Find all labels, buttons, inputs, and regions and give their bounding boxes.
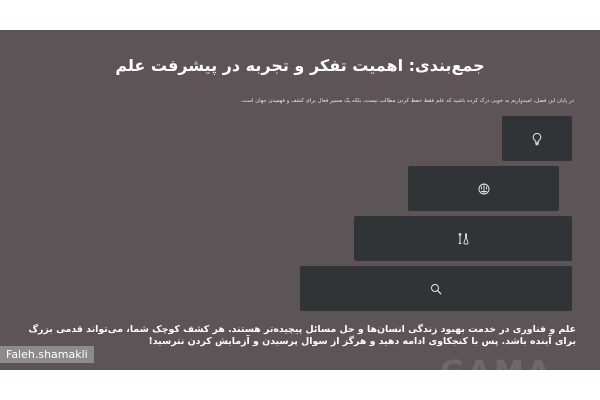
step-4-box bbox=[300, 266, 572, 311]
step-1-box bbox=[502, 116, 572, 161]
step-3-box bbox=[354, 216, 572, 261]
experiment-icon bbox=[456, 232, 470, 246]
lightbulb-icon bbox=[530, 132, 544, 146]
brain-icon bbox=[477, 182, 491, 196]
slide-conclusion: علم و فناوری در خدمت بهبود زندگی انسان‌ها و حل مسائل پیچیده‌تر هستند. هر کشف کوچک شما، می‌تواند قدمی بزرگ برای آینده باشد. پس با کنجکاوی ادامه دهید و هرگز از سوال پرسیدن و آزمایش کردن نترسید! bbox=[28, 324, 576, 347]
slide-title: جمع‌بندی: اهمیت تفکر و تجربه در پیشرفت علم bbox=[115, 56, 485, 75]
slide bbox=[0, 30, 600, 370]
magnifier-icon bbox=[429, 282, 443, 296]
bottom-strip bbox=[0, 370, 600, 400]
author-watermark: Faleh.shamakli bbox=[0, 346, 94, 363]
step-2-box bbox=[408, 166, 559, 211]
slide-intro: در پایان این فصل، امیدواریم به خوبی درک کرده باشید که علم فقط حفظ کردن مطالب نیست، بلکه یک مسیر فعال برای کشف و فهمیدن جهان است. bbox=[240, 98, 574, 104]
